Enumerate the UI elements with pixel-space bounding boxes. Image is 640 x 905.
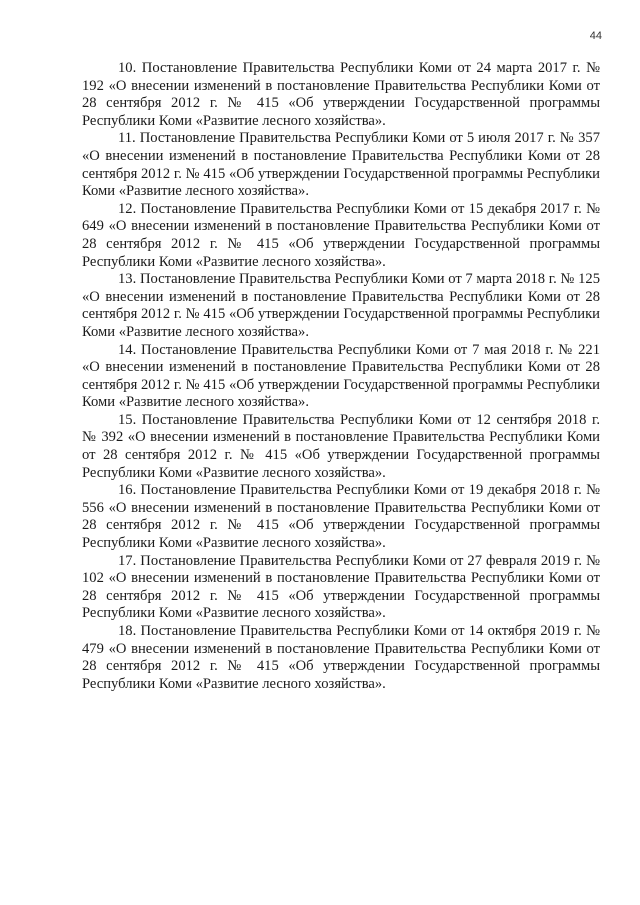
list-item: 17. Постановление Правительства Республики Коми от 27 февраля 2019 г. № 102 «О внесении изменений в постановление Правительства Республики Коми от 28 сентября 2012 г. № 415 «Об утверждении Государственной программы Республики Коми «Развитие лесного хозяйства». <box>82 552 600 622</box>
list-item: 16. Постановление Правительства Республики Коми от 19 декабря 2018 г. № 556 «О внесении изменений в постановление Правительства Республики Коми от 28 сентября 2012 г. № 415 «Об утверждении Государственной программы Республики Коми «Развитие лесного хозяйства». <box>82 482 600 552</box>
page-number: 44 <box>589 30 602 42</box>
list-item: 15. Постановление Правительства Республики Коми от 12 сентября 2018 г. № 392 «О внесении изменений в постановление Правительства Республики Коми от 28 сентября 2012 г. № 415 «Об утверждении Государственной программы Республики Коми «Развитие лесного хозяйства». <box>82 411 600 481</box>
list-item: 13. Постановление Правительства Республики Коми от 7 марта 2018 г. № 125 «О внесении изменений в постановление Правительства Республики Коми от 28 сентября 2012 г. № 415 «Об утверждении Государственной программы Республики Коми «Развитие лесного хозяйства». <box>82 271 600 340</box>
list-item: 10. Постановление Правительства Республики Коми от 24 марта 2017 г. № 192 «О внесении изменений в постановление Правительства Республики Коми от 28 сентября 2012 г. № 415 «Об утверждении Государственной программы Республики Коми «Развитие лесного хозяйства». <box>82 60 600 129</box>
document-body <box>82 60 600 693</box>
list-item: 11. Постановление Правительства Республики Коми от 5 июля 2017 г. № 357 «О внесении изменений в постановление Правительства Республики Коми от 28 сентября 2012 г. № 415 «Об утверждении Государственной программы Республики Коми «Развитие лесного хозяйства». <box>82 130 600 200</box>
list-item: 12. Постановление Правительства Республики Коми от 15 декабря 2017 г. № 649 «О внесении изменений в постановление Правительства Республики Коми от 28 сентября 2012 г. № 415 «Об утверждении Государственной программы Республики Коми «Развитие лесного хозяйства». <box>82 200 600 270</box>
list-item: 18. Постановление Правительства Республики Коми от 14 октября 2019 г. № 479 «О внесении изменений в постановление Правительства Республики Коми от 28 сентября 2012 г. № 415 «Об утверждении Государственной программы Республики Коми «Развитие лесного хозяйства». <box>82 623 600 692</box>
list-item: 14. Постановление Правительства Республики Коми от 7 мая 2018 г. № 221 «О внесении изменений в постановление Правительства Республики Коми от 28 сентября 2012 г. № 415 «Об утверждении Государственной программы Республики Коми «Развитие лесного хозяйства». <box>82 341 600 411</box>
